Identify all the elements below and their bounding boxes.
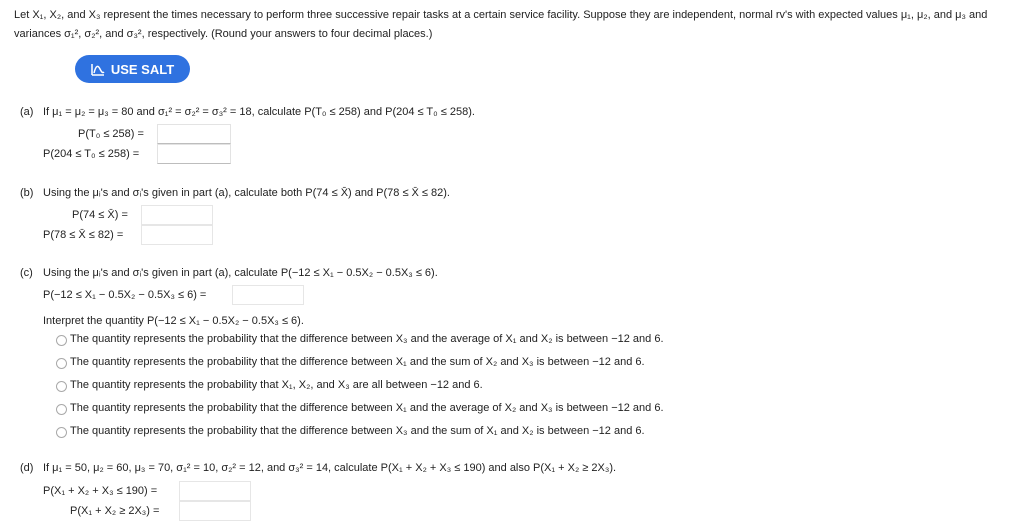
part-b-question: Using the μᵢ's and σᵢ's given in part (a), calculate both P(74 ≤ X̄) and P(78 ≤ X̄ ≤ 82). bbox=[43, 187, 450, 199]
part-c-option-1-label[interactable]: The quantity represents the probability that the difference between X₃ and the average of X₁ and X₂ is between −12 and 6. bbox=[70, 333, 664, 345]
part-b-row1-label: P(74 ≤ X̄) = bbox=[72, 209, 128, 221]
part-a-question: If μ₁ = μ₂ = μ₃ = 80 and σ₁² = σ₂² = σ₃² = 18, calculate P(T₀ ≤ 258) and P(204 ≤ T₀ ≤ 258). bbox=[43, 106, 475, 118]
part-c-label: (c) bbox=[20, 267, 33, 279]
part-c-interpret-prompt: Interpret the quantity P(−12 ≤ X₁ − 0.5X₂ − 0.5X₃ ≤ 6). bbox=[43, 315, 304, 327]
part-d-row2-label: P(X₁ + X₂ ≥ 2X₃) = bbox=[70, 505, 160, 517]
use-salt-button[interactable] bbox=[75, 55, 190, 83]
part-b-label: (b) bbox=[20, 187, 34, 199]
part-c-row1-label: P(−12 ≤ X₁ − 0.5X₂ − 0.5X₃ ≤ 6) = bbox=[43, 289, 207, 301]
part-c-option-1-radio[interactable] bbox=[56, 335, 67, 346]
part-c-option-4-label[interactable]: The quantity represents the probability that the difference between X₁ and the average of X₂ and X₃ is between −12 and 6. bbox=[70, 402, 664, 414]
part-a-answer-2[interactable] bbox=[157, 144, 231, 164]
part-b-answer-1[interactable] bbox=[141, 205, 213, 225]
part-a-row1-label: P(T₀ ≤ 258) = bbox=[78, 128, 144, 140]
part-b-row2-label: P(78 ≤ X̄ ≤ 82) = bbox=[43, 229, 124, 241]
part-b-answer-2[interactable] bbox=[141, 225, 213, 245]
part-d-answer-2[interactable] bbox=[179, 501, 251, 521]
part-d-answer-1[interactable] bbox=[179, 481, 251, 501]
use-salt-label: USE SALT bbox=[110, 61, 175, 77]
part-c-option-2-label[interactable]: The quantity represents the probability that the difference between X₁ and the sum of X₂ and X₃ is between −12 and 6. bbox=[70, 356, 645, 368]
salt-chart-icon bbox=[91, 63, 105, 76]
part-c-option-5-label[interactable]: The quantity represents the probability that the difference between X₃ and the sum of X₁ and X₂ is between −12 and 6. bbox=[70, 425, 645, 437]
part-a-label: (a) bbox=[20, 106, 34, 118]
part-a-row2-label: P(204 ≤ T₀ ≤ 258) = bbox=[43, 148, 140, 160]
part-a-answer-1[interactable] bbox=[157, 124, 231, 144]
part-d-label: (d) bbox=[20, 462, 34, 474]
part-c-answer-1[interactable] bbox=[232, 285, 304, 305]
part-c-question: Using the μᵢ's and σᵢ's given in part (a), calculate P(−12 ≤ X₁ − 0.5X₂ − 0.5X₃ ≤ 6). bbox=[43, 267, 438, 279]
part-c-option-5-radio[interactable] bbox=[56, 427, 67, 438]
part-d-question: If μ₁ = 50, μ₂ = 60, μ₃ = 70, σ₁² = 10, σ₂² = 12, and σ₃² = 14, calculate P(X₁ + X₂ + X₃ ≤ 190) and also P(X₁ + X₂ ≥ 2X₃). bbox=[43, 462, 617, 474]
part-c-option-3-radio[interactable] bbox=[56, 381, 67, 392]
part-c-option-3-label[interactable]: The quantity represents the probability that X₁, X₂, and X₃ are all between −12 and 6. bbox=[70, 379, 483, 391]
part-d-row1-label: P(X₁ + X₂ + X₃ ≤ 190) = bbox=[43, 485, 158, 497]
part-c-option-4-radio[interactable] bbox=[56, 404, 67, 415]
problem-intro: Let X₁, X₂, and X₃ represent the times necessary to perform three successive repair tasks at a certain service facility. Suppose they are independent, normal rv's with expected values μ₁, μ₂, and μ₃ and variances σ₁², σ₂², and σ₃², respectively. (Round your answers to four decimal places.) bbox=[14, 9, 988, 40]
part-c-option-2-radio[interactable] bbox=[56, 358, 67, 369]
